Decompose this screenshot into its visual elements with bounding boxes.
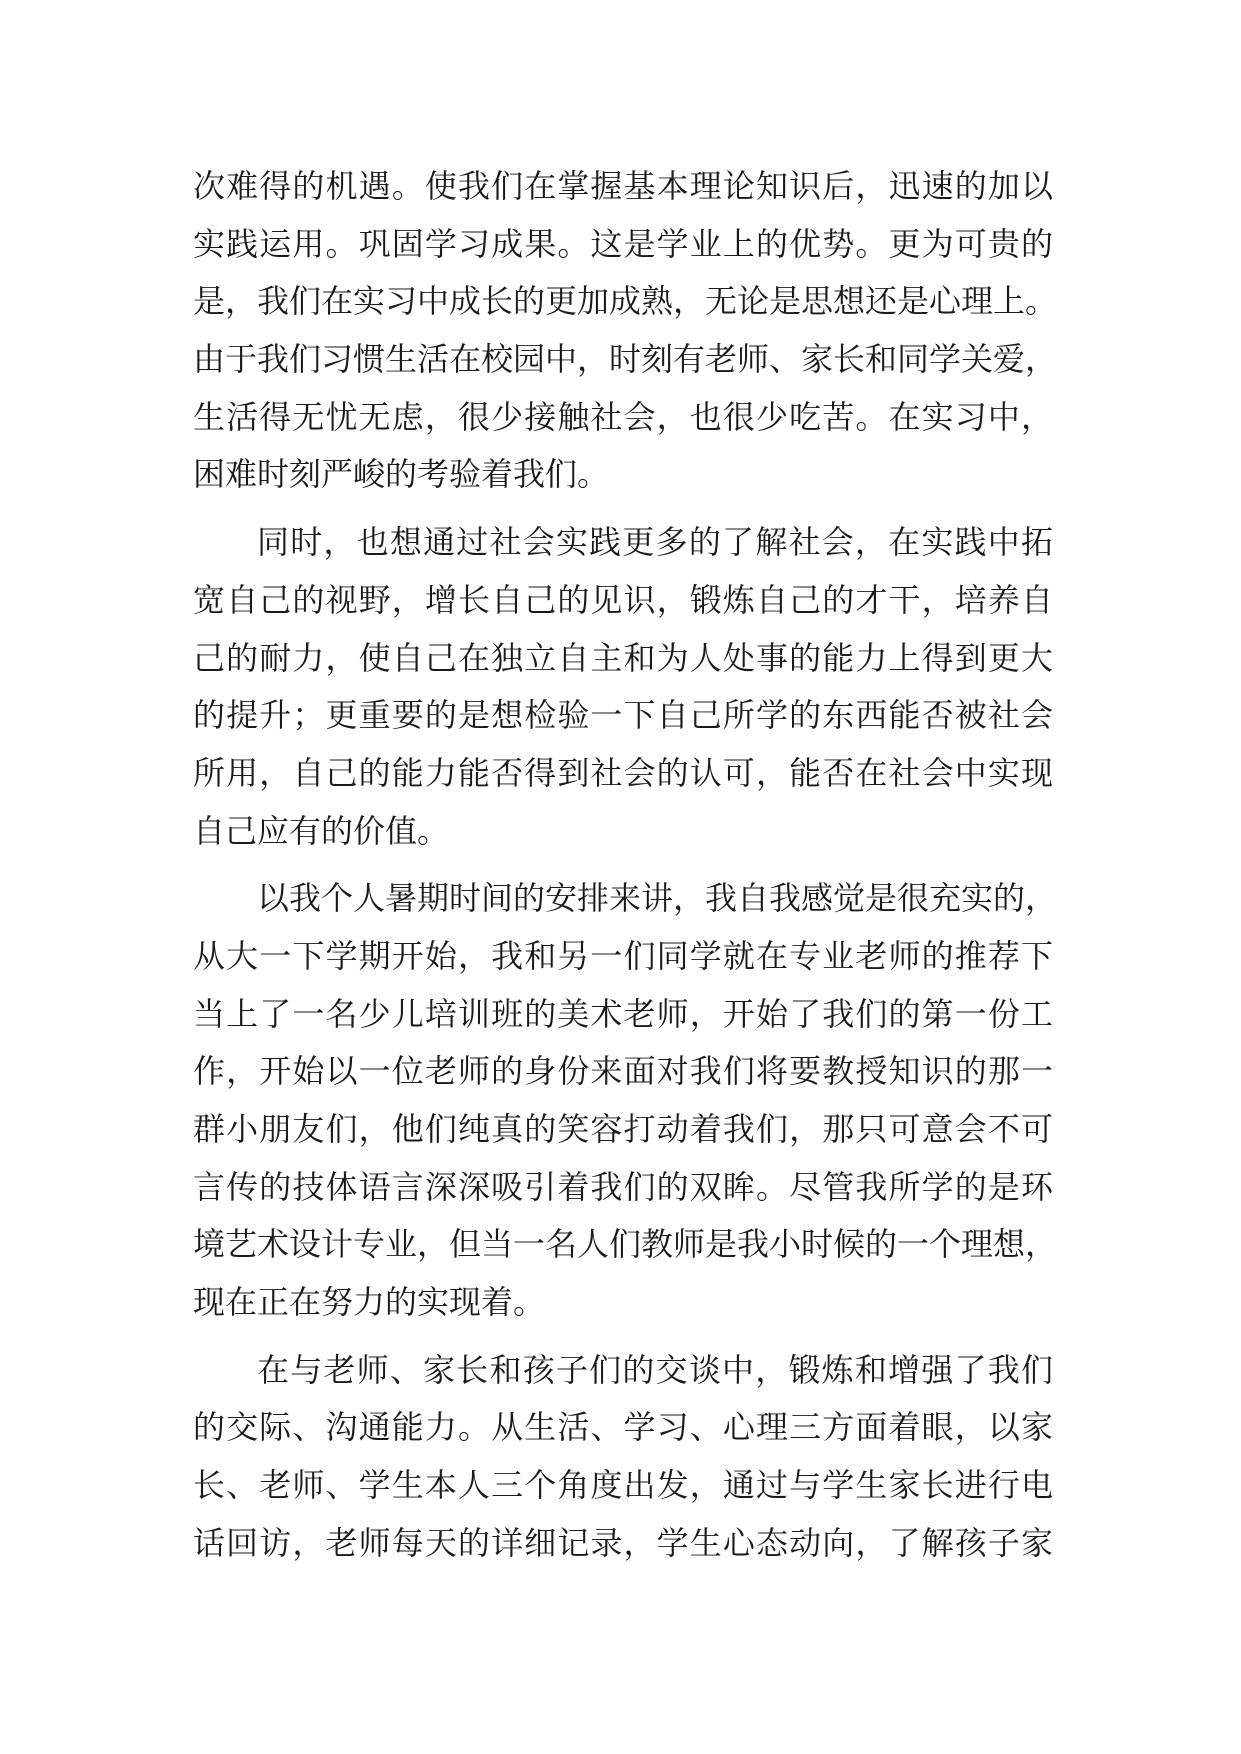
text-line: 实践运用。巩固学习成果。这是学业上的优势。更为可贵的: [193, 224, 1053, 263]
text-line: 现在正在努力的实现着。: [193, 1283, 546, 1322]
text-line: 次难得的机遇。使我们在掌握基本理论知识后，迅速的加以: [193, 167, 1053, 205]
text-line: 作，开始以一位老师的身份来面对我们将要教授知识的那一: [193, 1052, 1053, 1091]
text-line: 自己应有的价值。: [193, 811, 450, 850]
text-line: 从大一下学期开始，我和另一们同学就在专业老师的推荐下: [193, 936, 1053, 975]
text-line: 群小朋友们，他们纯真的笑容打动着我们，那只可意会不可: [193, 1110, 1053, 1148]
text-line: 生活得无忧无虑，很少接触社会，也很少吃苦。在实习中，: [193, 397, 1053, 436]
paragraph-2: [193, 514, 1053, 860]
text-line: 境艺术设计专业，但当一名人们教师是我小时候的一个理想，: [193, 1225, 1058, 1264]
text-line: 由于我们习惯生活在校园中，时刻有老师、家长和同学关爱，: [193, 340, 1058, 379]
paragraph-3: [193, 870, 1058, 1332]
text-line: 在与老师、家长和孩子们的交谈中，锻炼和增强了我们: [257, 1350, 1053, 1389]
text-line: 同时，也想通过社会实践更多的了解社会，在实践中拓: [257, 523, 1053, 562]
text-line: 所用，自己的能力能否得到社会的认可，能否在社会中实现: [193, 753, 1053, 792]
paragraph-spacer: [193, 1332, 1053, 1342]
paragraph-spacer: [193, 860, 1053, 870]
paragraph-spacer: [193, 504, 1053, 514]
text-line: 困难时刻严峻的考验着我们。: [193, 455, 610, 494]
text-line: 话回访，老师每天的详细记录，学生心态动向，了解孩子家: [193, 1523, 1053, 1562]
paragraph-1: [193, 158, 1058, 504]
paragraph-4: [193, 1342, 1053, 1573]
text-line: 的提升；更重要的是想检验一下自己所学的东西能否被社会: [193, 696, 1053, 735]
text-line: 以我个人暑期时间的安排来讲，我自我感觉是很充实的，: [257, 879, 1058, 918]
text-line: 言传的技体语言深深吸引着我们的双眸。尽管我所学的是环: [193, 1167, 1053, 1206]
text-line: 宽自己的视野，增长自己的见识，锻炼自己的才干，培养自: [193, 580, 1053, 619]
document-body: [193, 158, 1058, 1573]
text-line: 是，我们在实习中成长的更加成熟，无论是思想还是心理上。: [193, 282, 1058, 321]
text-line: 当上了一名少儿培训班的美术老师，开始了我们的第一份工: [193, 994, 1053, 1033]
text-line: 的交际、沟通能力。从生活、学习、心理三方面着眼，以家: [193, 1408, 1053, 1447]
text-line: 己的耐力，使自己在独立自主和为人处事的能力上得到更大: [193, 638, 1053, 677]
text-line: 长、老师、学生本人三个角度出发，通过与学生家长进行电: [193, 1466, 1053, 1505]
